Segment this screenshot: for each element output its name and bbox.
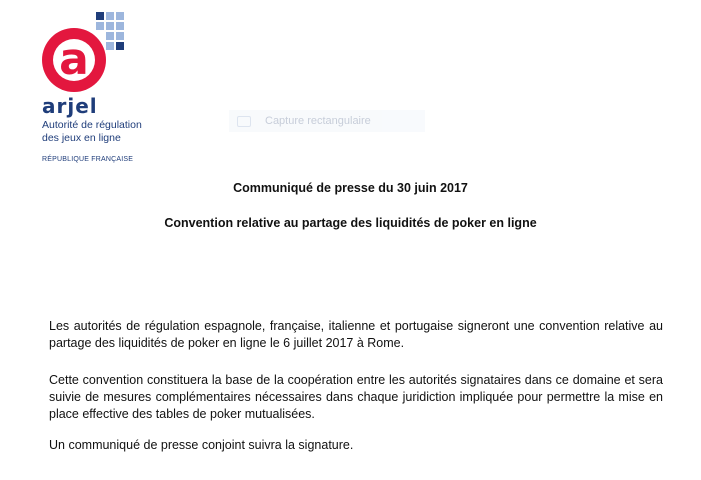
arjel-logo [28,8,153,163]
svg-text:a: a [59,34,89,85]
paragraph-3: Un communiqué de presse conjoint suivra la signature. [49,438,354,452]
paragraph-1: Les autorités de régulation espagnole, française, italienne et portugaise signeront une convention relative au partage des liquidités de poker en ligne le 6 juillet 2017 à Rome. [49,319,663,350]
press-release-subject: Convention relative au partage des liquidités de poker en ligne [164,216,537,230]
capture-label: Capture rectangulaire [265,115,371,127]
logo-republic: RÉPUBLIQUE FRANÇAISE [42,156,134,163]
logo-wordmark: arjel [42,94,98,118]
press-release-header: Communiqué de presse du 30 juin 2017 [233,181,468,195]
paragraph-2: Cette convention constituera la base de la coopération entre les autorités signataires dans ce domaine et sera suivie de mesures complémentaires nécessaires dans chaque juridiction impliquée pour permettre la mise en place effective des tables de poker mutualisées. [49,373,663,421]
logo-subtitle: Autorité de régulation des jeux en ligne [42,119,142,144]
arjel-logo-mark [28,8,153,98]
capture-rectangle-button[interactable] [229,110,425,132]
camera-icon [237,116,251,127]
